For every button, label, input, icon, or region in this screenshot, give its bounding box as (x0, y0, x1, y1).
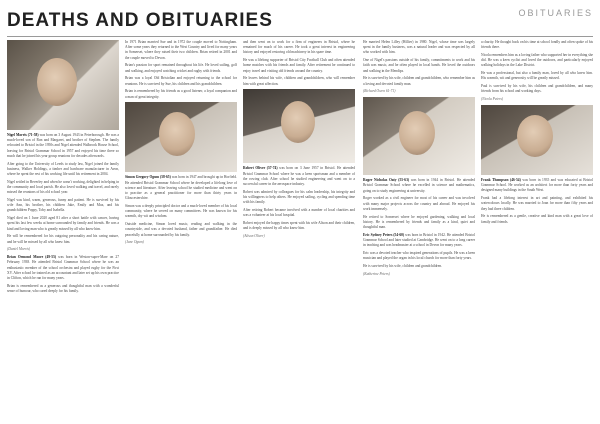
signature (363, 272, 475, 277)
obituary-paragraph (7, 133, 119, 159)
column-2 (125, 40, 237, 420)
obituary-text: a charity. He thought back on his time at school fondly and often spoke of his friends there. (481, 40, 593, 50)
obituary-name: Nigel Morris (71-58) (7, 133, 39, 137)
column-5-text (481, 40, 593, 225)
obituary-paragraph (363, 251, 475, 261)
obituary-text: was born on 3 August 1943 in Peterborough. He was a much-loved son of Ron and Margaret, and brother of Stephen. The family relocated to Bristol in the 1950s and Nigel attended Walbrook House School, leaving for Bristol Grammar School in 1957 and enjoyed his time there so much that he joined his year group reunions for decades afterwards. (7, 133, 119, 158)
obituary-paragraph (243, 221, 355, 231)
obituary-paragraph (7, 284, 119, 294)
obituary-text: He is survived by his wife, children and grandchildren. (363, 264, 443, 269)
obituary-name: Roger Nicholas Oaty (55-63) (363, 178, 410, 183)
obituary-text: Brian is remembered by his friends as a good listener, a loyal companion and a man of great integrity. (125, 89, 237, 99)
obituary-author: (Jane Ogum) (125, 240, 144, 245)
obituary-name: Robert Oliver (57-74) (243, 166, 278, 171)
obituary-text: Nigel died on 1 June 2020 aged 81 after a short battle with cancer, having spent his last few weeks at home surrounded by family and friends. He was a kind and loving man who is greatly missed by all who knew him. (7, 216, 119, 231)
obituary-paragraph (363, 58, 475, 74)
obituary-text: He retired to Somerset where he enjoyed gardening, walking and local history. He is remembered by friends and family as a kind, quiet and thoughtful man. (363, 214, 475, 230)
obituary-paragraph (7, 216, 119, 232)
obituary-paragraph (125, 40, 237, 61)
obituary-text: Outside medicine, Simon loved music, reading and walking in the countryside, and was a devoted husband, father and grandfather. He died peacefully at home surrounded by his family. (125, 222, 237, 237)
obituary-paragraph (481, 40, 593, 50)
obituary-paragraph (125, 89, 237, 99)
column-5 (481, 40, 593, 420)
obituary-text: Nigel settled in Beverley and when he wasn't working, delighted in helping in the community and local parish. He also loved walking and travel, and rarely missed the reunions of his old school year. (7, 179, 119, 195)
portrait-photo-robert-oliver (243, 89, 355, 163)
portrait-photo-frank-thompson (481, 105, 593, 175)
obituary-text: He was a lifelong supporter of Bristol City Football Club and often attended home matches with his friends and family. After retirement he continued to enjoy travel and visiting old friends around the country. (243, 58, 355, 73)
obituary-paragraph (363, 264, 475, 269)
column-3 (243, 40, 355, 420)
obituary-paragraph (243, 76, 355, 86)
obituary-text: was born in 1935 and was educated at Bristol Grammar School. He worked as an architect for more than forty years and designed many buildings in the South West. (481, 178, 593, 193)
obituary-text: Brian's passion for sport remained throughout his life. He loved sailing, golf and walking, and enjoyed watching cricket and rugby with friends. (125, 63, 237, 73)
obituary-text: Roger worked as a civil engineer for most of his career and was involved with many major projects across the country and abroad. He enjoyed his work immensely. (363, 196, 475, 211)
obituary-text: was born on 3 June 1957 in Bristol. He attended Bristol Grammar School where he was a keen sportsman and a member of the rowing club. After school he studied engineering and went on to a successful career in the aerospace industry. (243, 166, 355, 187)
obituary-text: One of Nigel's passions outside of his family, commitments to work and his faith was music, and he often played in local bands. He loved the outdoors and walking in the Mendips. (363, 58, 475, 73)
obituary-paragraph (125, 175, 237, 201)
obituary-paragraph (363, 233, 475, 249)
column-4 (363, 40, 475, 420)
obituary-text: Eric was a devoted teacher who inspired generations of pupils. He was a keen musician and played the organ in his local church for more than forty years. (363, 251, 475, 261)
obituary-paragraph (363, 215, 475, 231)
obituary-text: Nicola remembers him as a loving father who supported her in everything she did. He was a keen cyclist and loved the outdoors, and particularly enjoyed walking holidays in the Lake District. (481, 53, 593, 68)
signature (363, 89, 475, 94)
obituary-text: He was a professional, but also a family man, loved by all who knew him. His warmth, wit and generosity will be greatly missed. (481, 71, 593, 81)
portrait-photo-roger-oaty (363, 97, 475, 175)
obituary-text: Robert was admired by colleagues for his calm leadership, his integrity and his willingness to help others. He enjoyed sailing, cycling and spending time with his family. (243, 189, 355, 205)
obituary-text: After retiring Robert became involved with a number of local charities and was a volunteer at his local hospital. (243, 208, 355, 218)
obituary-text: was born in 1947 and brought up in Horfield. He attended Bristol Grammar School where he developed a lifelong love of science and literature. After leaving school he studied medicine and went on to practise as a general practitioner for more than thirty years in Gloucestershire. (125, 175, 237, 201)
obituary-text: Brian is remembered as a generous and thoughtful man with a wonderful sense of humour, who cared deeply for his family. (7, 283, 119, 294)
obituary-text: He married Helen Lilley (Hillier) in 1980. Nigel, whose time was largely spent in the family business, was a natural leader and was respected by all who worked with him. (363, 40, 475, 55)
obituary-paragraph (481, 178, 593, 194)
obituary-text: Simon was a deeply principled doctor and a much-loved member of his local community, where he served on many committees. He was known for his warmth, dry wit and wisdom. (125, 204, 237, 219)
obituary-paragraph (125, 76, 237, 86)
obituary-paragraph (243, 40, 355, 56)
page-title: DEATHS AND OBITUARIES (7, 10, 273, 31)
section-label: OBITUARIES (518, 8, 593, 18)
obituary-paragraph (125, 204, 237, 220)
obituary-paragraph (243, 58, 355, 74)
obituary-paragraph (7, 180, 119, 196)
obituary-paragraph (481, 53, 593, 69)
obituary-text: Paul is survived by his wife, his children and grandchildren, and many friends from his school and working days. (481, 84, 593, 94)
obituary-text: Frank had a lifelong interest in art and painting, and exhibited his watercolours locally. He was married to Joan for more than fifty years and they had three children. (481, 196, 593, 211)
column-1-text (7, 133, 119, 294)
obituary-text: Nigel was kind, warm, generous, funny and patient. He is survived by his wife Ann, his brother, his children Jake, Emily and Max, and his grandchildren Poppy, Toby and Isabella. (7, 198, 119, 213)
obituary-paragraph (481, 71, 593, 81)
signature (481, 97, 593, 102)
obituary-paragraph (363, 40, 475, 56)
obituary-text: He leaves behind his wife, children and grandchildren, who will remember him with great affection. (243, 76, 355, 86)
obituary-paragraph (243, 208, 355, 218)
obituary-text: He will be remembered for his outgoing personality and his caring nature, and he will be missed by all who knew him. (7, 234, 119, 244)
obituary-name: Simon Gregory Ogum (58-65) (125, 175, 171, 180)
page-header (7, 2, 593, 37)
obituary-text: was born in Weston-super-Mare on 27 February 1938. He attended Bristol Grammar School where he was an enthusiastic member of the school orchestra and played rugby for the First XV. After school he trained as an accountant and later set up his own practice in Clifton, which he ran for many years. (7, 255, 119, 281)
obituary-text: Brian was a loyal Old Bristolian and enjoyed returning to the school for reunions. He is survived by Sue, his children and his grandchildren. (125, 76, 237, 86)
obituary-paragraph (481, 214, 593, 224)
column-1 (7, 40, 119, 420)
column-3-text (243, 40, 355, 239)
obituary-paragraph (7, 162, 119, 178)
obituary-text: was born in Bristol in 1942. He attended Bristol Grammar School and later studied at Cambridge. He went on to a long career in teaching and was headmaster at a school in Devon for many years. (363, 232, 475, 248)
column-4-text (363, 40, 475, 277)
obituary-paragraph (363, 178, 475, 194)
obituary-paragraph (363, 196, 475, 212)
obituary-text: was born in 1944 in Bristol. He attended Bristol Grammar School where he excelled in science and mathematics, going on to study engineering at university. (363, 178, 475, 193)
obituary-paragraph (481, 84, 593, 94)
obituary-paragraph (125, 222, 237, 238)
obituary-name: Frank Thompson (46-54) (481, 178, 521, 182)
obituary-paragraph (7, 234, 119, 244)
signature (7, 247, 119, 252)
obituary-text: and then went on to work for a firm of engineers in Bristol, where he remained for much of his career. He took a great interest in engineering history and enjoyed restoring old machinery in his spare time. (243, 40, 355, 55)
obituary-paragraph (7, 198, 119, 214)
signature (125, 240, 237, 245)
signature (243, 234, 355, 239)
obituary-text: Robert enjoyed the happy times spent with his wife Alison and their children, and is deeply missed by all who knew him. (243, 221, 355, 231)
obituary-author: (Daniel Morris) (7, 247, 31, 252)
column-2-text (125, 40, 237, 246)
obituary-text: In 1971 Brian married Sue and in 1972 the couple moved to Nottingham. After some years they returned to the West Country and lived for many years in Somerset, where they raised their two children. Brian retired in 2001 and the couple moved to Devon. (125, 40, 237, 60)
obituary-text: After going to the University of Leeds to study law, Nigel joined the family business, Walker Holdings, a timber and hardware manufacturer in Avon, where he spent the rest of his working life until his retirement in 2004. (7, 161, 119, 177)
obituary-paragraph (125, 63, 237, 73)
portrait-photo-nigel-morris (7, 40, 119, 130)
obituary-text: He is survived by his wife, children and grandchildren, who remember him as a loving and devoted family man. (363, 76, 475, 86)
obituary-paragraph (243, 190, 355, 206)
obituary-name: Brian Ormond Moore (49-55) (7, 255, 57, 260)
obituary-author: (Nicola Peters) (481, 97, 504, 102)
obituary-text: He is remembered as a gentle, creative and kind man with a great love of family and friends. (481, 214, 593, 224)
obituary-author: (Katherine Peters) (363, 271, 390, 276)
obituary-author: (Richard Owen 61-71) (363, 89, 396, 94)
obituary-paragraph (363, 76, 475, 86)
portrait-photo-simon-ogum (125, 102, 237, 172)
obituary-author: (Alison Oliver) (243, 234, 265, 239)
obituary-name: Eric Sydney Peters (54-60) (363, 232, 405, 237)
obituary-paragraph (243, 166, 355, 187)
obituary-paragraph (481, 196, 593, 212)
obituary-paragraph (7, 255, 119, 281)
